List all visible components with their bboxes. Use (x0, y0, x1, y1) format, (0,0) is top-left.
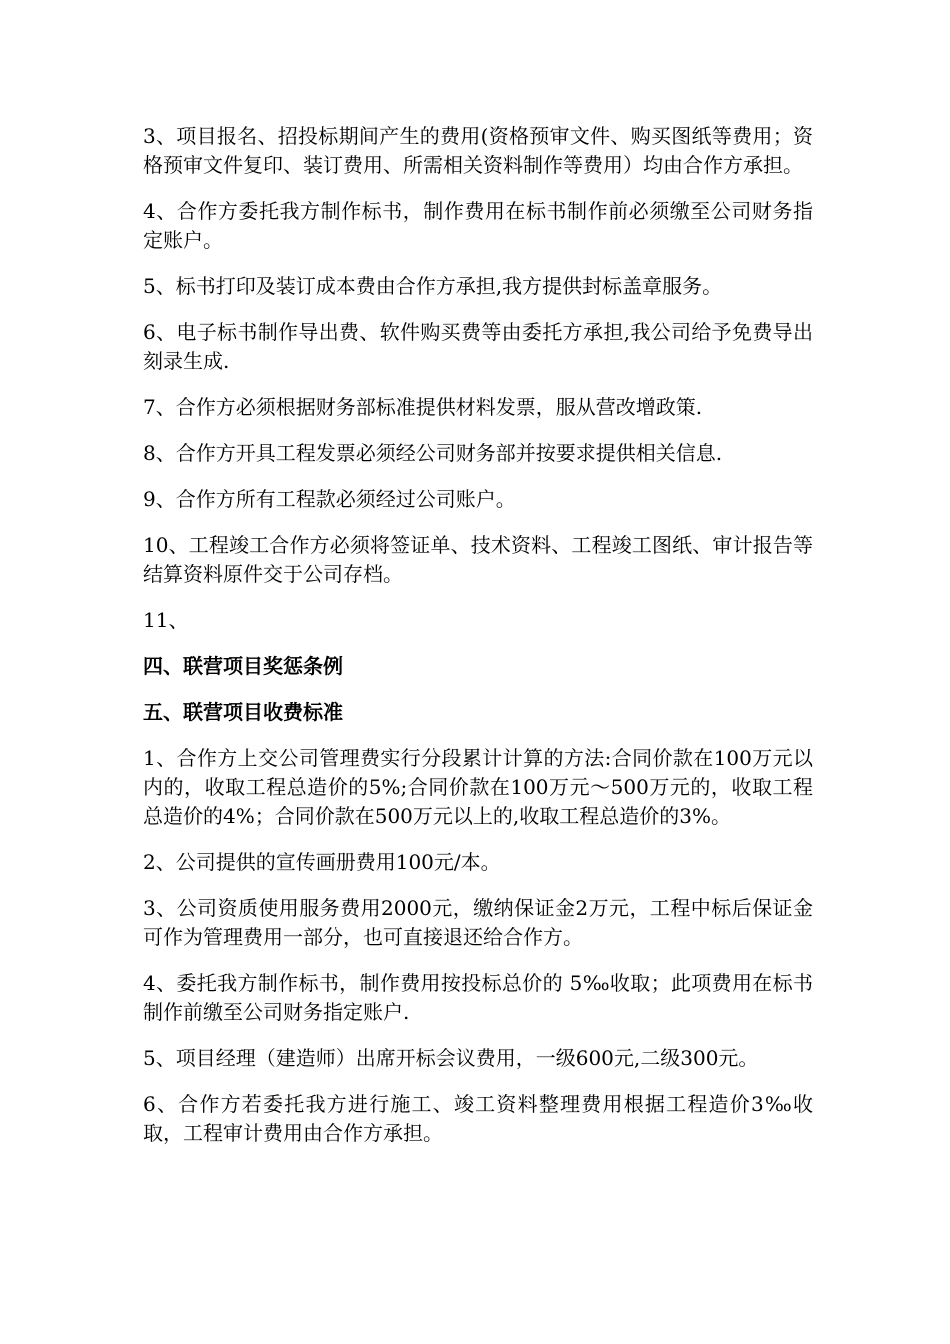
clause-6-electronic-tender: 6、电子标书制作导出费、软件购买费等由委托方承担,我公司给予免费导出刻录生成. (143, 320, 813, 373)
fee-5-project-manager: 5、项目经理（建造师）出席开标会议费用，一级600元,二级300元。 (143, 1046, 759, 1070)
fee-4-tender-preparation: 4、委托我方制作标书，制作费用按投标总价的 5‰收取；此项费用在标书制作前缴至公司财务指定账户. (143, 971, 813, 1024)
clause-8-project-invoices: 8、合作方开具工程发票必须经公司财务部并按要求提供相关信息. (143, 441, 723, 465)
section-heading-rewards-penalties: 四、联营项目奖惩条例 (143, 654, 343, 678)
clause-7-material-invoices: 7、合作方必须根据财务部标准提供材料发票，服从营改增政策. (143, 395, 703, 419)
clause-5-printing-binding: 5、标书打印及装订成本费由合作方承担,我方提供封标盖章服务。 (143, 274, 723, 298)
document-body (143, 122, 813, 1165)
fee-6-documentation: 6、合作方若委托我方进行施工、竣工资料整理费用根据工程造价3‰收取，工程审计费用由合作方承担。 (143, 1092, 813, 1145)
clause-11-empty: 11、 (143, 608, 189, 632)
fee-1-management-fee: 1、合作方上交公司管理费实行分段累计计算的方法:合同价款在100万元以内的，收取工程总造价的5%;合同价款在100万元～500万元的，收取工程总造价的4%；合同价款在500万元以上的,收取工程总造价的3%。 (143, 746, 813, 828)
clause-9-company-account: 9、合作方所有工程款必须经过公司账户。 (143, 487, 516, 511)
section-heading-fee-standards: 五、联营项目收费标准 (143, 700, 343, 724)
clause-3-bidding-costs: 3、项目报名、招投标期间产生的费用(资格预审文件、购买图纸等费用；资格预审文件复印、装订费用、所需相关资料制作等费用）均由合作方承担。 (143, 124, 813, 177)
clause-4-tender-document-fee: 4、合作方委托我方制作标书，制作费用在标书制作前必须缴至公司财务指定账户。 (143, 199, 813, 252)
fee-2-brochure: 2、公司提供的宣传画册费用100元/本。 (143, 850, 501, 874)
clause-10-completion-archive: 10、工程竣工合作方必须将签证单、技术资料、工程竣工图纸、审计报告等结算资料原件交于公司存档。 (143, 533, 813, 586)
fee-3-qualification-deposit: 3、公司资质使用服务费用2000元，缴纳保证金2万元，工程中标后保证金可作为管理费用一部分，也可直接退还给合作方。 (143, 896, 813, 949)
